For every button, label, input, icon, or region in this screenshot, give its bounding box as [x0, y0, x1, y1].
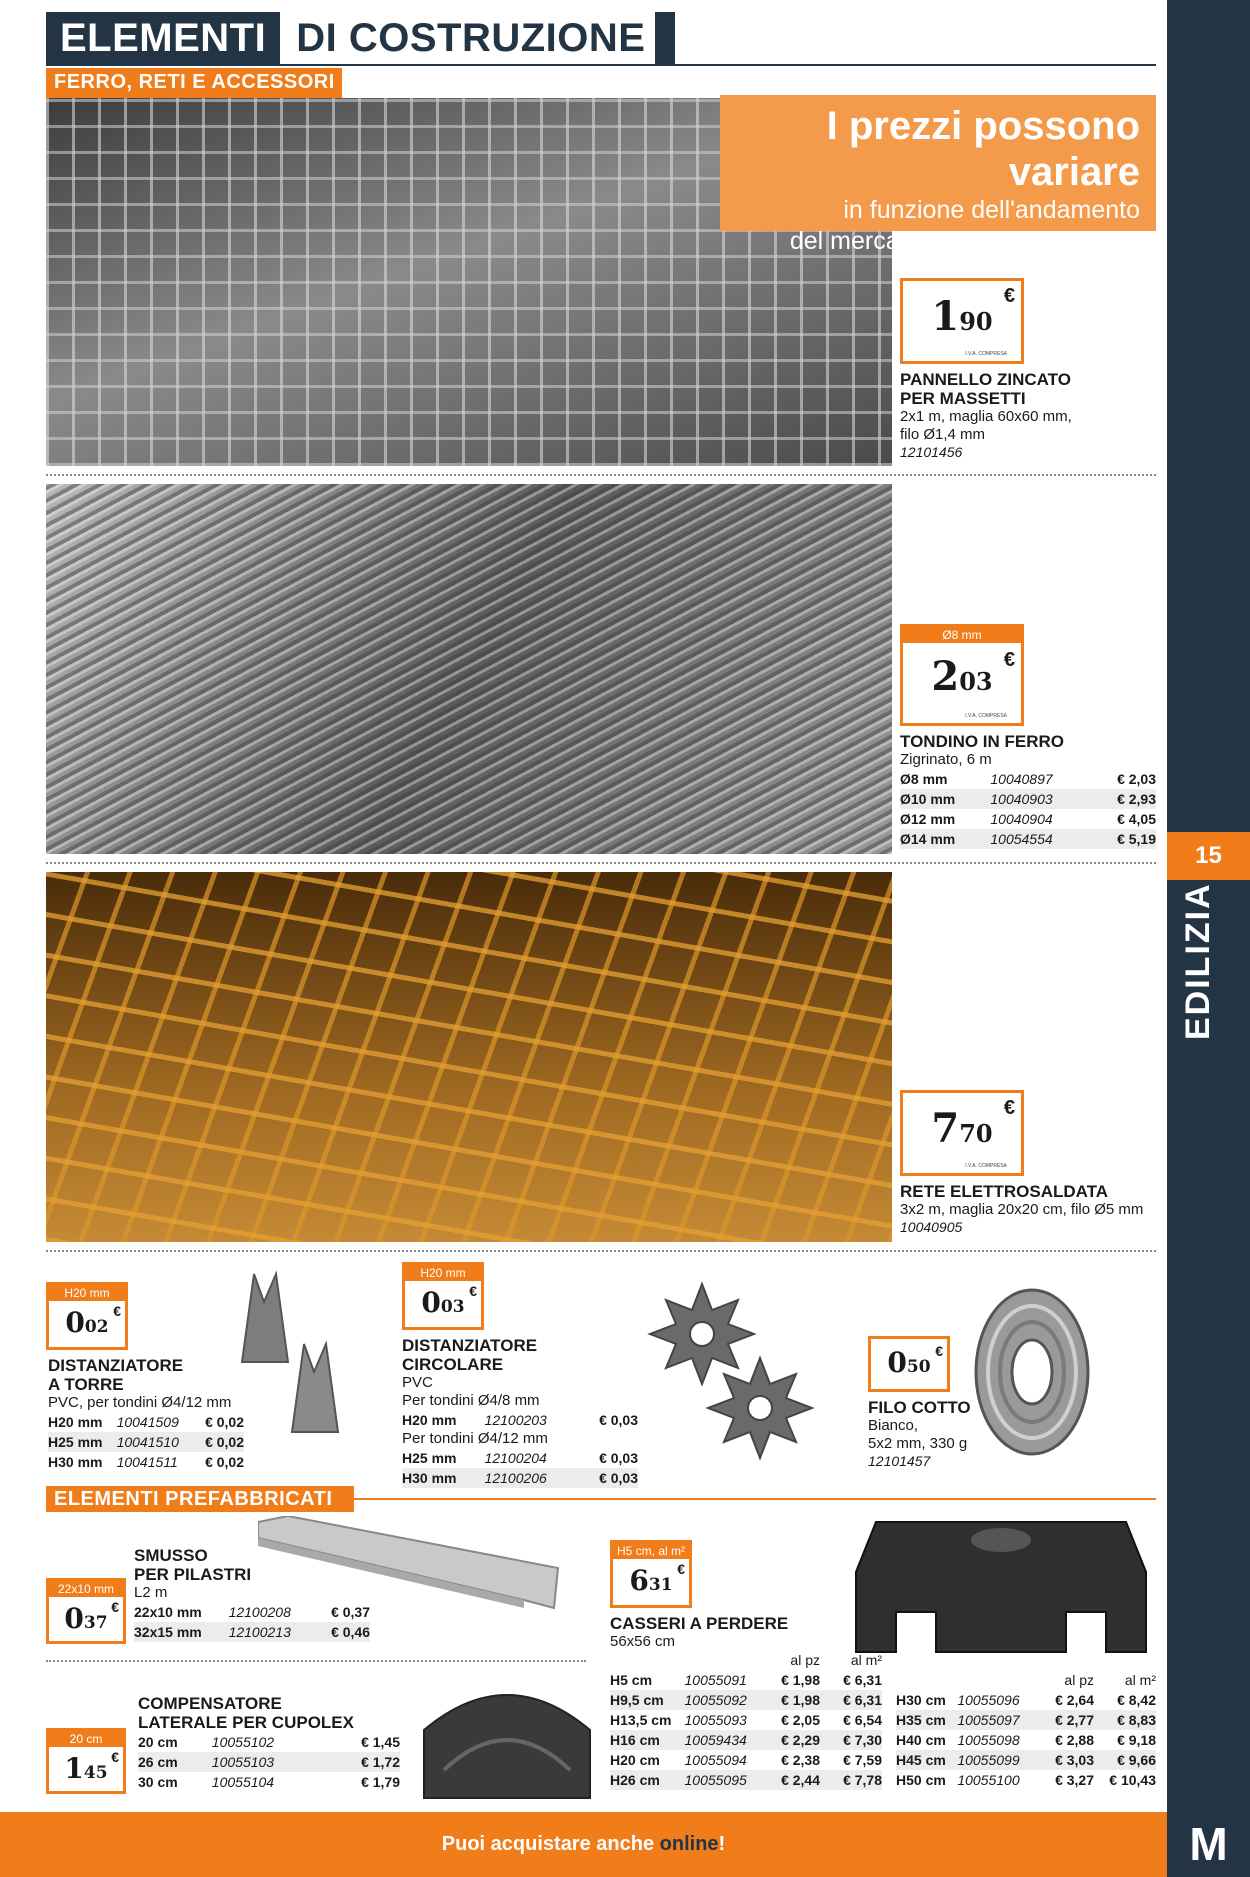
- table-row: [48, 1452, 244, 1472]
- variant-price-m2: € 10,43: [1094, 1770, 1156, 1790]
- variant-price-m2: € 9,18: [1094, 1730, 1156, 1750]
- variant-price-pz: € 1,98: [760, 1670, 820, 1690]
- table-row: [138, 1772, 400, 1792]
- divider: [46, 474, 1156, 476]
- variant-size: H20 mm: [48, 1412, 117, 1432]
- section-rule: [354, 1498, 1156, 1500]
- euro-sign: €: [677, 1561, 685, 1577]
- section-title: ELEMENTI PREFABBRICATI: [46, 1486, 354, 1512]
- table-row: [610, 1690, 882, 1710]
- price-value: 002: [65, 1306, 109, 1339]
- variant-size: H9,5 cm: [610, 1690, 685, 1710]
- product-desc: L2 m: [134, 1584, 168, 1601]
- variant-price-m2: € 6,31: [820, 1670, 882, 1690]
- footer-online-highlight[interactable]: online: [659, 1833, 719, 1855]
- euro-sign: €: [111, 1599, 119, 1615]
- variant-price: € 2,03: [1092, 769, 1156, 789]
- variant-code: 10055099: [957, 1750, 1034, 1770]
- variant-size: H5 cm: [610, 1670, 685, 1690]
- product-title: SMUSSO: [134, 1546, 208, 1565]
- variant-size: 30 cm: [138, 1772, 212, 1792]
- footer-banner[interactable]: [0, 1812, 1167, 1877]
- variant-code: 10041510: [117, 1432, 195, 1452]
- euro-sign: €: [1003, 649, 1015, 671]
- variant-price: € 0,37: [316, 1602, 370, 1622]
- page-number: 15: [1167, 832, 1250, 880]
- price-tag: [900, 278, 1024, 364]
- variant-code: 12100203: [485, 1410, 579, 1430]
- table-row: [610, 1670, 882, 1690]
- price-notice: [720, 95, 1156, 255]
- variant-price-m2: € 7,30: [820, 1730, 882, 1750]
- product-distanziatore-circolare: [402, 1336, 638, 1488]
- divider: [46, 862, 1156, 864]
- brand-logo: M: [1189, 1818, 1228, 1870]
- variant-size: H26 cm: [610, 1770, 685, 1790]
- variant-size: Ø8 mm: [900, 769, 990, 789]
- product-desc: 3x2 m, maglia 20x20 cm, filo Ø5 mm: [900, 1201, 1144, 1218]
- product-title: COMPENSATORE: [138, 1694, 282, 1713]
- section-prefabbricati: [46, 1486, 1156, 1512]
- variant-size: H40 cm: [896, 1730, 957, 1750]
- variant-code: 10041511: [117, 1452, 195, 1472]
- price-value: 203: [931, 653, 993, 700]
- product-title: A TORRE: [48, 1375, 124, 1394]
- euro-sign: €: [1003, 1097, 1015, 1119]
- price-tag: [402, 1262, 484, 1330]
- table-row: [900, 809, 1156, 829]
- euro-sign: €: [113, 1303, 121, 1319]
- product-distanziatore-torre: [48, 1356, 244, 1472]
- product-desc: 56x56 cm: [610, 1633, 676, 1650]
- product-desc: PVC, per tondini Ø4/12 mm: [48, 1394, 232, 1411]
- variant-price: € 5,19: [1092, 829, 1156, 849]
- title-secondary: DI COSTRUZIONE: [296, 16, 646, 60]
- variant-price: € 1,45: [328, 1732, 400, 1752]
- price-fine-print: I.V.A. COMPRESA: [965, 351, 1007, 357]
- price-tag-header: H20 mm: [49, 1285, 125, 1301]
- variant-table: [900, 769, 1156, 849]
- subsection-band: FERRO, RETI E ACCESSORI: [46, 68, 342, 98]
- product-smusso: [134, 1546, 370, 1642]
- variant-code: 12100206: [485, 1468, 579, 1488]
- variant-code: 10055094: [685, 1750, 761, 1770]
- variant-code: 10054554: [990, 829, 1092, 849]
- footer-text: Puoi acquistare anche: [441, 1833, 660, 1855]
- variant-price: € 0,03: [579, 1448, 638, 1468]
- table-row: [402, 1468, 638, 1488]
- variant-code: 10055102: [212, 1732, 328, 1752]
- table-row: [896, 1770, 1156, 1790]
- product-title: PER PILASTRI: [134, 1565, 252, 1584]
- variant-table: [134, 1602, 370, 1642]
- price-value: 003: [421, 1286, 465, 1319]
- title-primary: ELEMENTI: [46, 12, 280, 66]
- product-casseri: [610, 1614, 850, 1651]
- variant-code: 10055100: [957, 1770, 1034, 1790]
- variant-table: [896, 1690, 1156, 1790]
- product-title: LATERALE PER CUPOLEX: [138, 1713, 354, 1732]
- price-value: 037: [64, 1602, 108, 1635]
- variant-size: H13,5 cm: [610, 1710, 685, 1730]
- table-row: [48, 1412, 244, 1432]
- variant-code: 10041509: [117, 1412, 195, 1432]
- variant-table: [610, 1670, 882, 1790]
- variant-size: 26 cm: [138, 1752, 212, 1772]
- table-row: [138, 1752, 400, 1772]
- variant-price-m2: € 9,66: [1094, 1750, 1156, 1770]
- product-compensatore: [138, 1694, 400, 1792]
- tower-spacer-image: [232, 1262, 358, 1442]
- product-code: 10040905: [900, 1219, 963, 1235]
- footer-text-end: !: [718, 1833, 726, 1855]
- price-tag-header: 22x10 mm: [49, 1581, 123, 1597]
- table-row: [896, 1710, 1156, 1730]
- variant-price-pz: € 2,05: [760, 1710, 820, 1730]
- product-title: PANNELLO ZINCATO: [900, 370, 1071, 389]
- price-value: 770: [931, 1105, 993, 1152]
- product-title: PER MASSETTI: [900, 389, 1026, 408]
- table-row: [610, 1730, 882, 1750]
- euro-sign: €: [111, 1749, 119, 1765]
- casseri-table-right: [896, 1672, 1156, 1790]
- variant-size: Ø14 mm: [900, 829, 990, 849]
- variant-code: 10059434: [685, 1730, 761, 1750]
- product-desc: 2x1 m, maglia 60x60 mm,: [900, 408, 1072, 425]
- variant-price-m2: € 7,78: [820, 1770, 882, 1790]
- price-tag: [46, 1578, 126, 1644]
- circular-spacer-image: [642, 1276, 822, 1466]
- price-value: 050: [887, 1346, 931, 1379]
- variant-price-pz: € 2,29: [760, 1730, 820, 1750]
- table-row: [48, 1432, 244, 1452]
- table-header: [610, 1652, 882, 1670]
- cupolex-compensator-image: [420, 1670, 594, 1800]
- euro-sign: €: [469, 1283, 477, 1299]
- page-header: [46, 12, 675, 66]
- casseri-table-left: [610, 1652, 882, 1790]
- variant-table: [402, 1410, 638, 1430]
- variant-size: 22x10 mm: [134, 1602, 229, 1622]
- product-title: TONDINO IN FERRO: [900, 732, 1065, 751]
- variant-table: [402, 1448, 638, 1488]
- euro-sign: €: [1003, 285, 1015, 307]
- variant-size: H25 mm: [48, 1432, 117, 1452]
- euro-sign: €: [935, 1343, 943, 1359]
- variant-price: € 0,46: [316, 1622, 370, 1642]
- variant-code: 10055104: [212, 1772, 328, 1792]
- table-row: [610, 1770, 882, 1790]
- product-title: RETE ELETTROSALDATA: [900, 1182, 1109, 1201]
- variant-price: € 0,03: [579, 1410, 638, 1430]
- product-title: DISTANZIATORE CIRCOLARE: [402, 1336, 538, 1374]
- variant-table: [48, 1412, 244, 1472]
- variant-price-pz: € 1,98: [760, 1690, 820, 1710]
- variant-size: H45 cm: [896, 1750, 957, 1770]
- product-filo-cotto: [868, 1398, 988, 1469]
- variant-price-m2: € 7,59: [820, 1750, 882, 1770]
- product-desc: filo Ø1,4 mm: [900, 426, 986, 443]
- photo-rebar-bundles: [46, 484, 892, 854]
- table-row: [900, 789, 1156, 809]
- variant-price-pz: € 2,38: [760, 1750, 820, 1770]
- variant-price-pz: € 2,88: [1034, 1730, 1094, 1750]
- variant-size: H25 mm: [402, 1448, 485, 1468]
- variant-size: 20 cm: [138, 1732, 212, 1752]
- title-end-block: [655, 12, 675, 66]
- product-title: FILO COTTO: [868, 1398, 971, 1417]
- price-tag-header: H20 mm: [405, 1265, 481, 1281]
- table-row: [610, 1710, 882, 1730]
- variant-code: 10055098: [957, 1730, 1034, 1750]
- variant-price-pz: € 2,77: [1034, 1710, 1094, 1730]
- product-subgroup: Per tondini Ø4/8 mm: [402, 1392, 540, 1409]
- product-code: 12101457: [868, 1453, 931, 1469]
- table-row: [138, 1732, 400, 1752]
- col-m2-header: al m²: [850, 1652, 882, 1668]
- variant-code: 10040904: [990, 809, 1092, 829]
- variant-size: H35 cm: [896, 1710, 957, 1730]
- variant-price-pz: € 2,64: [1034, 1690, 1094, 1710]
- variant-size: H30 mm: [402, 1468, 485, 1488]
- table-row: [900, 829, 1156, 849]
- category-label: EDILIZIA: [1179, 882, 1217, 1040]
- variant-price-m2: € 6,31: [820, 1690, 882, 1710]
- table-row: [134, 1602, 370, 1622]
- price-notice-line: del mercato delle materie prime: [789, 227, 1140, 255]
- price-tag-header: 20 cm: [49, 1731, 123, 1747]
- wire-coil-image: [970, 1284, 1094, 1460]
- variant-price-m2: € 8,42: [1094, 1690, 1156, 1710]
- table-row: [900, 769, 1156, 789]
- product-tondino: [900, 732, 1156, 849]
- product-desc: 5x2 mm, 330 g: [868, 1435, 968, 1452]
- variant-price-m2: € 6,54: [820, 1710, 882, 1730]
- variant-code: 12100213: [229, 1622, 316, 1642]
- product-desc: PVC: [402, 1374, 433, 1391]
- variant-table: [138, 1732, 400, 1792]
- variant-size: H30 mm: [48, 1452, 117, 1472]
- variant-size: H30 cm: [896, 1690, 957, 1710]
- price-tag: [868, 1336, 950, 1392]
- variant-code: 10055097: [957, 1710, 1034, 1730]
- formwork-dome-image: [846, 1512, 1156, 1662]
- variant-code: 12100208: [229, 1602, 316, 1622]
- col-pz-header: al pz: [1064, 1672, 1094, 1688]
- table-row: [896, 1690, 1156, 1710]
- photo-welded-mesh: [46, 872, 892, 1242]
- col-m2-header: al m²: [1124, 1672, 1156, 1688]
- table-row: [134, 1622, 370, 1642]
- product-desc: Bianco,: [868, 1417, 919, 1434]
- variant-price: € 2,93: [1092, 789, 1156, 809]
- price-tag: [900, 1090, 1024, 1176]
- variant-price: € 1,79: [328, 1772, 400, 1792]
- variant-price: € 4,05: [1092, 809, 1156, 829]
- divider: [46, 1250, 1156, 1252]
- price-tag: [46, 1728, 126, 1794]
- product-pannello: [900, 370, 1160, 460]
- variant-size: H16 cm: [610, 1730, 685, 1750]
- price-value: 145: [64, 1752, 108, 1785]
- table-row: [402, 1410, 638, 1430]
- variant-price: € 0,03: [579, 1468, 638, 1488]
- variant-size: Ø12 mm: [900, 809, 990, 829]
- price-tag: [900, 624, 1024, 726]
- variant-code: 10055095: [685, 1770, 761, 1790]
- variant-size: H20 cm: [610, 1750, 685, 1770]
- product-desc: Zigrinato, 6 m: [900, 751, 992, 768]
- variant-code: 10055093: [685, 1710, 761, 1730]
- variant-code: 10055092: [685, 1690, 761, 1710]
- variant-price-pz: € 3,27: [1034, 1770, 1094, 1790]
- price-tag: [46, 1282, 128, 1350]
- variant-size: H20 mm: [402, 1410, 485, 1430]
- variant-code: 10040903: [990, 789, 1092, 809]
- variant-code: 10055096: [957, 1690, 1034, 1710]
- product-subgroup: Per tondini Ø4/12 mm: [402, 1430, 548, 1447]
- variant-price-pz: € 2,44: [760, 1770, 820, 1790]
- variant-price: € 0,02: [195, 1452, 244, 1472]
- variant-price: € 0,02: [195, 1432, 244, 1452]
- divider: [46, 1660, 586, 1662]
- table-row: [610, 1750, 882, 1770]
- variant-code: 12100204: [485, 1448, 579, 1468]
- table-header: [896, 1672, 1156, 1690]
- price-tag-header: H5 cm, al m²: [613, 1543, 689, 1559]
- product-rete: [900, 1182, 1160, 1235]
- variant-size: 32x15 mm: [134, 1622, 229, 1642]
- variant-code: 10055103: [212, 1752, 328, 1772]
- variant-code: 10055091: [685, 1670, 761, 1690]
- product-title: DISTANZIATORE: [48, 1356, 184, 1375]
- table-row: [896, 1750, 1156, 1770]
- variant-code: 10040897: [990, 769, 1092, 789]
- price-fine-print: I.V.A. COMPRESA: [965, 713, 1007, 719]
- table-row: [402, 1448, 638, 1468]
- price-tag-header: Ø8 mm: [903, 627, 1021, 643]
- title-rule: [46, 64, 1156, 66]
- product-code: 12101456: [900, 444, 963, 460]
- variant-price-pz: € 3,03: [1034, 1750, 1094, 1770]
- variant-price: € 0,02: [195, 1412, 244, 1432]
- price-value: 631: [629, 1564, 673, 1597]
- col-pz-header: al pz: [790, 1652, 820, 1668]
- variant-size: H50 cm: [896, 1770, 957, 1790]
- variant-price: € 1,72: [328, 1752, 400, 1772]
- price-value: 190: [931, 293, 993, 340]
- price-fine-print: I.V.A. COMPRESA: [965, 1163, 1007, 1169]
- price-tag: [610, 1540, 692, 1608]
- variant-price-m2: € 8,83: [1094, 1710, 1156, 1730]
- table-row: [896, 1730, 1156, 1750]
- price-notice-line: in funzione dell'andamento: [843, 196, 1140, 224]
- variant-size: Ø10 mm: [900, 789, 990, 809]
- category-sidebar: [1167, 0, 1250, 1877]
- product-title: CASSERI A PERDERE: [610, 1614, 789, 1633]
- price-notice-title: I prezzi possono variare: [826, 104, 1140, 194]
